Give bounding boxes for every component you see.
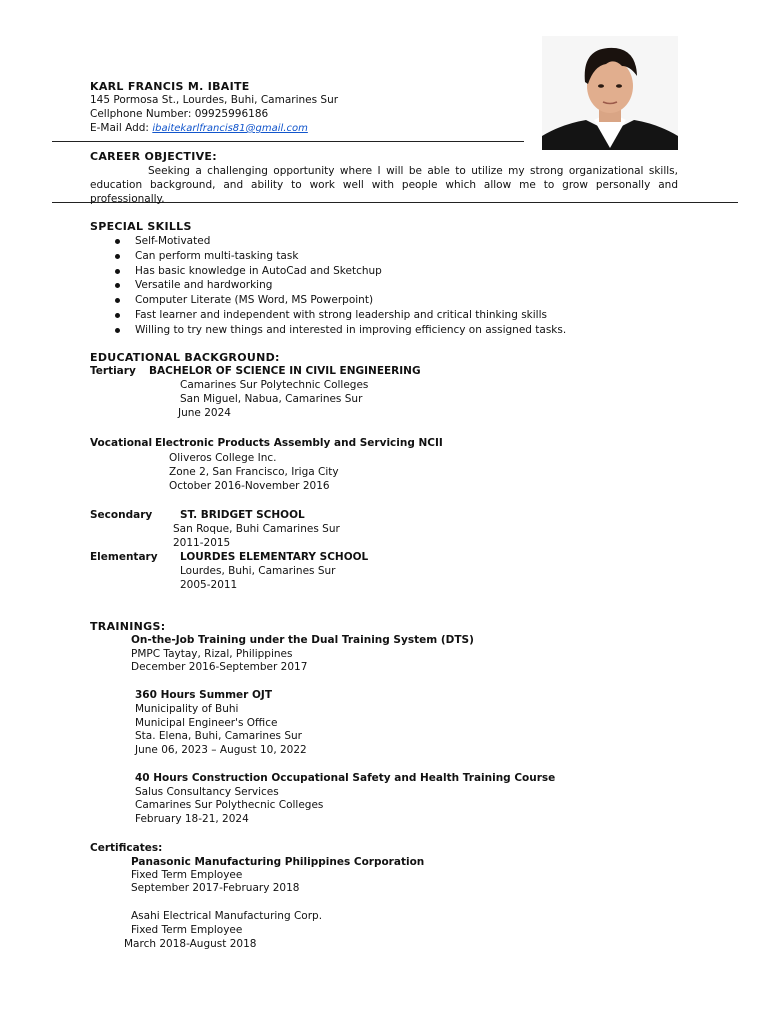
training-detail: December 2016-September 2017 (131, 661, 308, 673)
email-label: E-Mail Add: (90, 122, 149, 134)
email-line (90, 122, 308, 135)
list-item: Can perform multi-tasking task (115, 249, 566, 264)
training-detail: February 18-21, 2024 (135, 813, 249, 825)
certificate-detail: Fixed Term Employee (131, 924, 243, 936)
secondary-school: ST. BRIDGET SCHOOL (180, 509, 305, 521)
certificate-detail: March 2018-August 2018 (124, 938, 257, 950)
secondary-label: Secondary (90, 509, 153, 521)
address: 145 Pormosa St., Lourdes, Buhi, Camarines Sur (90, 94, 339, 106)
tertiary-school: Camarines Sur Polytechnic Colleges (180, 379, 369, 391)
secondary-date: 2011-2015 (173, 537, 231, 549)
email-link[interactable]: ibaitekarlfrancis81@gmail.com (152, 123, 308, 134)
career-objective-heading: CAREER OBJECTIVE: (90, 150, 217, 163)
secondary-address: San Roque, Buhi Camarines Sur (173, 523, 340, 535)
divider (52, 141, 524, 142)
training-title: 40 Hours Construction Occupational Safety and Health Training Course (135, 772, 556, 784)
skills-list (115, 234, 566, 338)
vocational-address: Zone 2, San Francisco, Iriga City (169, 466, 339, 478)
education-heading: EDUCATIONAL BACKGROUND: (90, 351, 280, 364)
elementary-label: Elementary (90, 551, 158, 563)
tertiary-date: June 2024 (178, 407, 231, 419)
vocational-school: Oliveros College Inc. (169, 452, 277, 464)
list-item: Computer Literate (MS Word, MS Powerpoint) (115, 293, 566, 308)
cellphone: Cellphone Number: 09925996186 (90, 108, 269, 120)
list-item: Versatile and hardworking (115, 278, 566, 293)
training-detail: Municipal Engineer's Office (135, 717, 278, 729)
tertiary-degree: BACHELOR OF SCIENCE IN CIVIL ENGINEERING (149, 365, 421, 377)
list-item: Willing to try new things and interested in improving efficiency on assigned tasks. (115, 323, 566, 338)
vocational-date: October 2016-November 2016 (169, 480, 330, 492)
elementary-date: 2005-2011 (180, 579, 238, 591)
certificate-title: Asahi Electrical Manufacturing Corp. (131, 910, 323, 922)
vocational-title: Electronic Products Assembly and Servicing NCII (155, 437, 443, 449)
certificate-detail: September 2017-February 2018 (131, 882, 300, 894)
list-item: Has basic knowledge in AutoCad and Sketchup (115, 264, 566, 279)
training-title: 360 Hours Summer OJT (135, 689, 273, 701)
career-objective-text: Seeking a challenging opportunity where I will be able to utilize my strong organizational skills, education background, and ability to work well with people which allow me to grow personally and professionally. (90, 165, 678, 205)
elementary-address: Lourdes, Buhi, Camarines Sur (180, 565, 336, 577)
training-title: On-the-Job Training under the Dual Training System (DTS) (131, 634, 474, 646)
certificate-title: Panasonic Manufacturing Philippines Corporation (131, 856, 425, 868)
training-detail: Sta. Elena, Buhi, Camarines Sur (135, 730, 302, 742)
list-item: Fast learner and independent with strong leadership and critical thinking skills (115, 308, 566, 323)
list-item: Self-Motivated (115, 234, 566, 249)
resume-name: KARL FRANCIS M. IBAITE (90, 80, 250, 93)
special-skills-heading: SPECIAL SKILLS (90, 220, 192, 233)
tertiary-label: Tertiary (90, 365, 136, 377)
training-detail: June 06, 2023 – August 10, 2022 (135, 744, 307, 756)
profile-photo (542, 36, 678, 150)
elementary-school: LOURDES ELEMENTARY SCHOOL (180, 551, 369, 563)
training-detail: Camarines Sur Polythecnic Colleges (135, 799, 324, 811)
certificate-detail: Fixed Term Employee (131, 869, 243, 881)
training-detail: Salus Consultancy Services (135, 786, 279, 798)
training-detail: Municipality of Buhi (135, 703, 239, 715)
vocational-label: Vocational (90, 437, 153, 449)
certificates-heading: Certificates: (90, 842, 163, 854)
tertiary-address: San Miguel, Nabua, Camarines Sur (180, 393, 363, 405)
training-detail: PMPC Taytay, Rizal, Philippines (131, 648, 293, 660)
trainings-heading: TRAININGS: (90, 620, 166, 633)
